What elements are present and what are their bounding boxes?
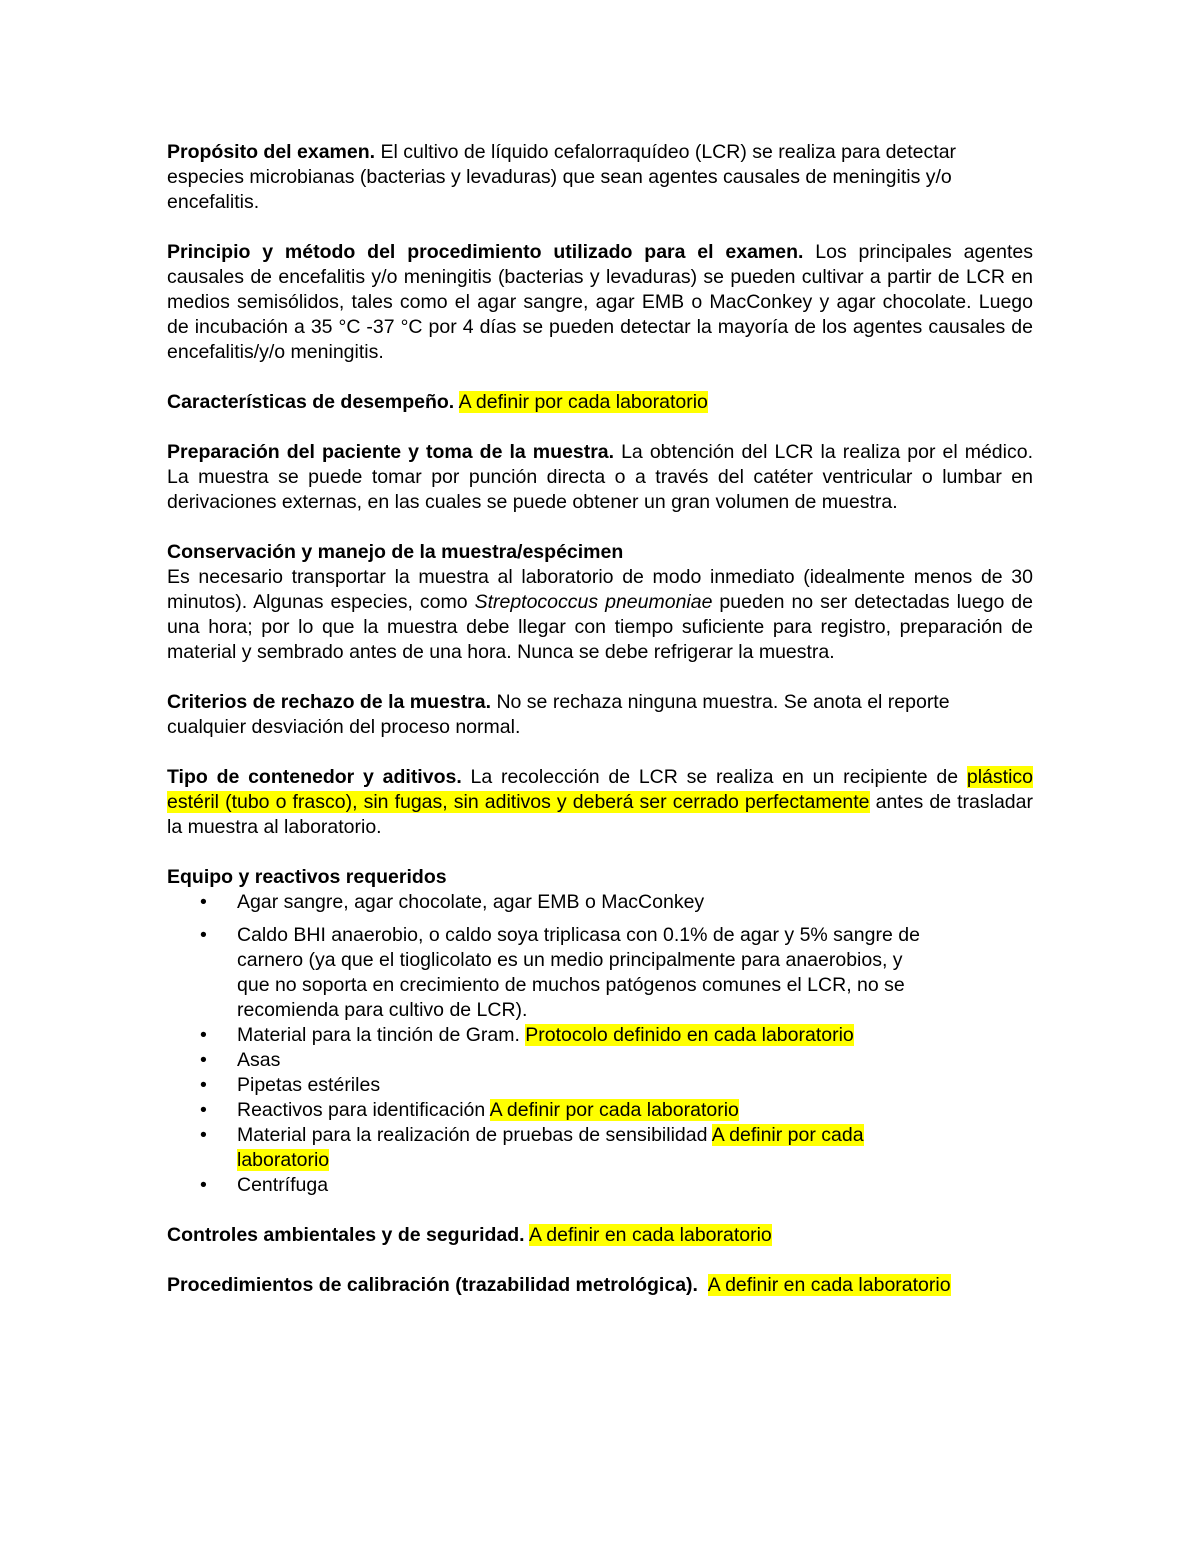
highlight-calibracion: A definir en cada laboratorio — [707, 1274, 951, 1296]
heading-principio: Principio y método del procedimiento utilizado para el examen. — [167, 241, 804, 263]
bullet: • — [200, 1074, 207, 1096]
heading-preparacion: Preparación del paciente y toma de la muestra. — [167, 441, 615, 463]
list-item-highlight: Protocolo definido en cada laboratorio — [525, 1024, 854, 1046]
equipment-list — [167, 890, 1033, 1198]
text-conservacion — [167, 565, 1033, 665]
text-conservacion-italic: Streptococcus pneumoniae — [474, 591, 713, 613]
text-proposito: El cultivo de líquido cefalorraquídeo (LCR) se realiza para detectar especies microbianas (bacterias y levaduras) que sean agentes causales de meningitis y/o encefalitis. — [167, 141, 957, 213]
heading-controles: Controles ambientales y de seguridad. — [167, 1224, 525, 1246]
text-criterios: No se rechaza ninguna muestra. Se anota el reporte cualquier desviación del proceso normal. — [167, 691, 950, 738]
bullet: • — [200, 1099, 207, 1121]
section-tipo — [167, 765, 1033, 840]
section-conservacion — [167, 540, 1033, 665]
text-conservacion-1: Es necesario transportar la muestra al laboratorio de modo inmediato (idealmente menos de 30 minutos). Algunas especies, como — [167, 566, 1033, 613]
list-item: • Centrífuga — [200, 1174, 329, 1196]
text-principio: Los principales agentes causales de encefalitis y/o meningitis (bacterias y levaduras) se pueden cultivar a partir de LCR en medios semisólidos, tales como el agar sangre, agar EMB o MacConkey y agar chocolate. Luego de incubación a 35 °C -37 °C por 4 días se pueden detectar la mayoría de los agentes causales de encefalitis/y/o meningitis. — [167, 241, 1033, 363]
highlight-tipo: plástico estéril (tubo o frasco), sin fugas, sin aditivos y deberá ser cerrado perfectamente — [167, 766, 1033, 813]
bullet: • — [200, 1024, 207, 1046]
bullet: • — [200, 891, 207, 913]
bullet: • — [200, 1049, 207, 1071]
list-item: • Reactivos para identificación A definir por cada laboratorio — [200, 1099, 739, 1121]
bullet: • — [200, 1174, 207, 1196]
text-conservacion-2: pueden no ser detectadas luego de una hora; por lo que la muestra debe llegar con tiempo suficiente para registro, preparación de material y sembrado antes de una hora. Nunca se debe refrigerar la muestra. — [167, 591, 1033, 663]
heading-conservacion: Conservación y manejo de la muestra/espécimen — [167, 541, 624, 563]
text-preparacion: La obtención del LCR la realiza por el médico. La muestra se puede tomar por punción directa o a través del catéter ventricular o lumbar en derivaciones externas, en las cuales se puede obtener un gran volumen de muestra. — [167, 441, 1033, 513]
highlight-caracteristicas: A definir por cada laboratorio — [458, 391, 708, 413]
text-tipo-1: La recolección de LCR se realiza en un recipiente de — [461, 766, 967, 788]
section-calibracion — [167, 1273, 1033, 1298]
list-item: • Agar sangre, agar chocolate, agar EMB o MacConkey — [200, 891, 705, 913]
bullet: • — [200, 924, 207, 946]
list-item-highlight: A definir por cada laboratorio — [237, 1124, 864, 1171]
heading-proposito: Propósito del examen. — [167, 141, 376, 163]
text-tipo-2: antes de trasladar la muestra al laboratorio. — [167, 791, 1033, 838]
heading-calibracion: Procedimientos de calibración (trazabilidad metrológica). — [167, 1274, 698, 1296]
document-page — [167, 140, 1033, 1323]
list-item: • Material para la tinción de Gram. Protocolo definido en cada laboratorio — [200, 1024, 854, 1046]
list-item-highlight: A definir por cada laboratorio — [489, 1099, 739, 1121]
section-equipo — [167, 865, 1033, 1198]
section-preparacion — [167, 440, 1033, 515]
section-criterios — [167, 690, 1033, 740]
heading-equipo: Equipo y reactivos requeridos — [167, 866, 447, 888]
highlight-controles: A definir en cada laboratorio — [528, 1224, 772, 1246]
heading-tipo: Tipo de contenedor y aditivos. — [167, 766, 462, 788]
list-item: • Asas — [200, 1049, 281, 1071]
section-principio — [167, 240, 1033, 365]
list-item: • Pipetas estériles — [200, 1074, 381, 1096]
bullet: • — [200, 1124, 207, 1146]
heading-criterios: Criterios de rechazo de la muestra. — [167, 691, 492, 713]
section-proposito — [167, 140, 1033, 215]
heading-caracteristicas: Características de desempeño. — [167, 391, 455, 413]
list-item: • Caldo BHI anaerobio, o caldo soya triplicasa con 0.1% de agar y 5% sangre de carnero (ya que el tioglicolato es un medio principalmente para anaerobios, y que no soporta en crecimiento de muchos patógenos comunes el LCR, no se recomienda para cultivo de LCR). — [200, 924, 920, 1021]
list-item: • Material para la realización de pruebas de sensibilidad A definir por cada laboratorio — [200, 1124, 864, 1171]
section-caracteristicas — [167, 390, 1033, 415]
section-controles — [167, 1223, 1033, 1248]
